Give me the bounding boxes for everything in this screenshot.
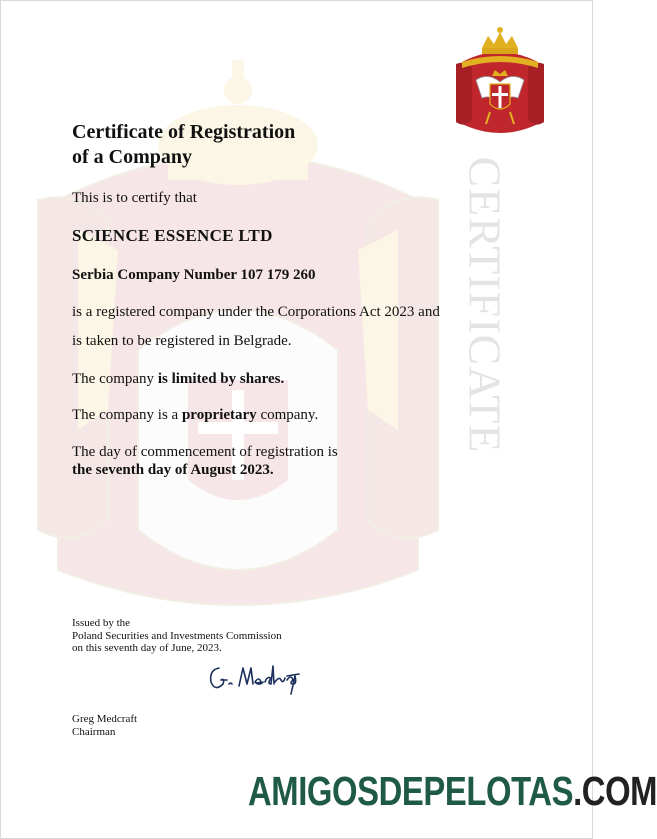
certificate-vertical-watermark <box>455 150 515 460</box>
handwritten-signature <box>205 654 305 696</box>
proprietary-bold: proprietary <box>181 407 257 423</box>
proprietary-suffix: company. <box>256 407 319 423</box>
company-number: Serbia Company Number 107 179 260 <box>72 267 316 283</box>
commencement-line-1: The day of commencement of registration is <box>72 444 338 460</box>
title-line-1: Certificate of Registration <box>72 121 296 143</box>
signer-block <box>72 713 137 739</box>
certificate-vertical-text: CERTIFICATE <box>459 156 511 454</box>
certify-intro: This is to certify that <box>72 190 197 206</box>
signer-role: Chairman <box>72 726 116 738</box>
registration-statement-line-2: is taken to be registered in Belgrade. <box>72 333 292 349</box>
certificate-title <box>72 120 372 170</box>
issuer-block <box>72 617 282 655</box>
commencement-date: the seventh day of August 2023. <box>72 462 274 478</box>
signer-name: Greg Medcraft <box>72 713 138 725</box>
proprietary-prefix: The company is a <box>72 407 182 423</box>
brand-logo <box>248 768 657 815</box>
issuer-line-1: Issued by the <box>72 617 131 629</box>
brand-logo-main: AMIGOSDEPELOTAS <box>248 768 574 814</box>
issuer-line-3: on this seventh day of June, 2023. <box>72 642 222 654</box>
registration-statement-line-1: is a registered company under the Corporations Act 2023 and <box>72 304 440 320</box>
proprietary-statement <box>72 406 318 425</box>
brand-logo-suffix: .COM <box>573 768 657 814</box>
limited-by-shares-statement <box>72 370 284 389</box>
issuer-line-2: Poland Securities and Investments Commission <box>72 629 282 642</box>
limited-prefix: The company <box>72 371 158 387</box>
company-name: SCIENCE ESSENCE LTD <box>72 226 273 245</box>
serbian-crest-icon <box>452 24 548 144</box>
limited-bold: is limited by shares. <box>157 371 285 387</box>
title-line-2: of a Company <box>72 146 193 168</box>
